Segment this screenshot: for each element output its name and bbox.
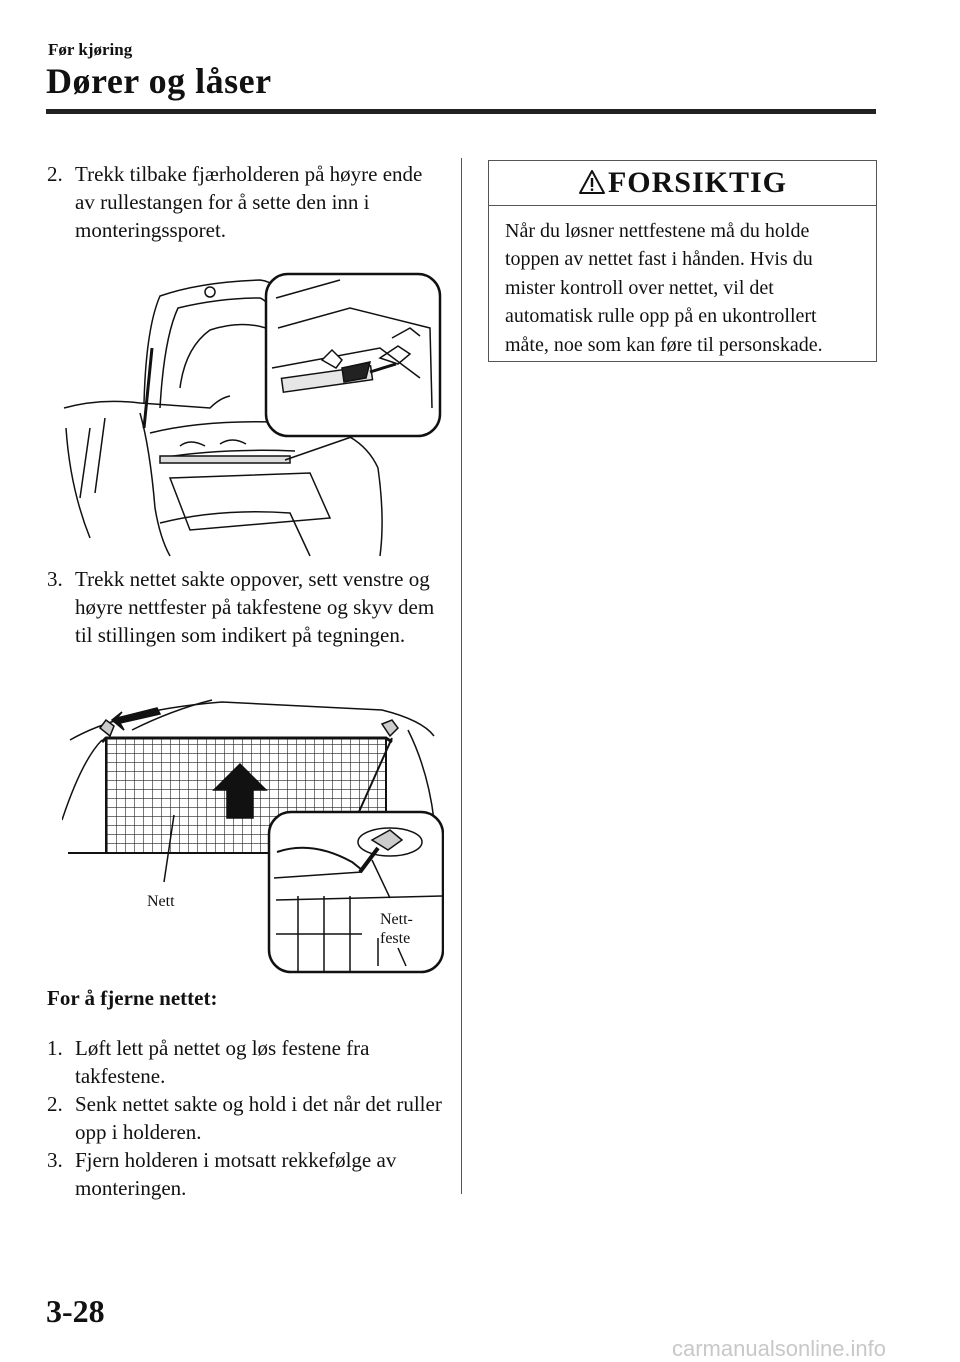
step-2 xyxy=(47,160,442,244)
step-3 xyxy=(47,565,442,649)
step-text: Fjern holderen i motsatt rekkefølge av monteringen. xyxy=(75,1148,397,1200)
page-number: 3-28 xyxy=(46,1293,105,1329)
net-anchor-label-line1: Nett- xyxy=(380,911,413,928)
caution-title: FORSIKTIG xyxy=(607,166,788,199)
warning-triangle-icon xyxy=(578,169,606,195)
caution-text: Når du løsner nettfestene må du holde toppen av nettet fast i hånden. Hvis du mister kontroll over nettet, vil det automatisk rulle opp på en ukontrollert måte, noe som kan føre til personskade. xyxy=(505,220,823,356)
column-divider xyxy=(461,158,462,1194)
step-text: Senk nettet sakte og hold i det når det ruller opp i holderen. xyxy=(75,1092,442,1144)
step-text: Trekk nettet sakte oppover, sett venstre og høyre nettfester på takfestene og skyv dem til stillingen som indikert på tegningen. xyxy=(75,567,435,647)
net-label: Nett xyxy=(147,893,175,910)
caution-box xyxy=(488,160,877,362)
net-anchor-label xyxy=(380,910,413,948)
header-rule xyxy=(46,109,876,114)
step-number: 2. xyxy=(47,162,63,186)
step-text: Trekk tilbake fjærholderen på høyre ende av rullestangen for å sette den inn i monteringssporet. xyxy=(75,162,423,242)
watermark: carmanualsonline.info xyxy=(672,1336,887,1361)
page-title: Dører og låser xyxy=(46,61,272,101)
removal-step-3 xyxy=(47,1146,442,1202)
section-label: Før kjøring xyxy=(48,40,133,59)
step-number: 1. xyxy=(47,1036,63,1060)
step-text: Løft lett på nettet og løs festene fra takfestene. xyxy=(75,1036,370,1088)
roller-holder-illustration xyxy=(60,268,444,558)
step-number: 3. xyxy=(47,1148,63,1172)
net-anchor-label-line2: feste xyxy=(380,930,411,947)
step-number: 3. xyxy=(47,567,63,591)
removal-step-1 xyxy=(47,1034,442,1090)
caution-header xyxy=(489,161,876,206)
removal-step-2 xyxy=(47,1090,442,1146)
removal-heading: For å fjerne nettet: xyxy=(47,986,218,1010)
step-number: 2. xyxy=(47,1092,63,1116)
